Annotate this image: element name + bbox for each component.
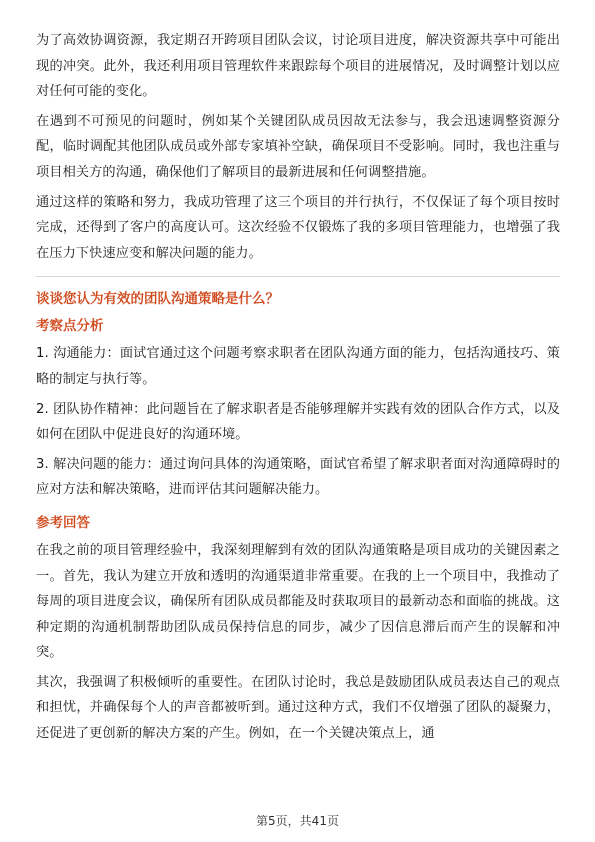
section-divider xyxy=(36,276,560,277)
analysis-item: 1. 沟通能力：面试官通过这个问题考察求职者在团队沟通方面的能力，包括沟通技巧、策略的制定与执行等。 xyxy=(36,346,560,387)
question-heading: 谈谈您认为有效的团队沟通策略是什么？ xyxy=(36,291,279,308)
analysis-item: 2. 团队协作精神：此问题旨在了解求职者是否能够理解并实践有效的团队合作方式，以及如何在团队中促进良好的沟通环境。 xyxy=(36,401,560,443)
analysis-heading: 考察点分析 xyxy=(36,318,104,335)
page-body xyxy=(36,28,560,751)
answer-paragraph: 其次，我强调了积极倾听的重要性。在团队讨论时，我总是鼓励团队成员表达自己的观点和担忧，并确保每个人的声音都被听到。通过这种方式，我们不仅增强了团队的凝聚力，还促进了更创新的解决方案的产生。例如，在一个关键决策点上，通 xyxy=(36,674,560,742)
analysis-item: 3. 解决问题的能力：通过询问具体的沟通策略，面试官希望了解求职者面对沟通障碍时的应对方法和解决策略，进而评估其问题解决能力。 xyxy=(36,456,560,498)
answer-heading: 参考回答 xyxy=(36,514,90,531)
intro-paragraph: 为了高效协调资源，我定期召开跨项目团队会议，讨论项目进度，解决资源共享中可能出现的冲突。此外，我还利用项目管理软件来跟踪每个项目的进展情况，及时调整计划以应对任何可能的变化。 xyxy=(36,33,560,100)
answer-paragraph: 在我之前的项目管理经验中，我深刻理解到有效的团队沟通策略是项目成功的关键因素之一。首先，我认为建立开放和透明的沟通渠道非常重要。在我的上一个项目中，我推动了每周的项目进度会议，确保所有团队成员都能及时获取项目的最新动态和面临的挑战。这种定期的沟通机制帮助团队成员保持信息的同步，减少了因信息滞后而产生的误解和冲突。 xyxy=(36,542,560,661)
page-number: 第5页，共41页 xyxy=(256,814,339,828)
intro-paragraph: 在遇到不可预见的问题时，例如某个关键团队成员因故无法参与，我会迅速调整资源分配，临时调配其他团队成员或外部专家填补空缺，确保项目不受影响。同时，我也注重与项目相关方的沟通，确保他们了解项目的最新进展和任何调整措施。 xyxy=(36,113,560,180)
intro-paragraph: 通过这样的策略和努力，我成功管理了这三个项目的并行执行，不仅保证了每个项目按时完成，还得到了客户的高度认可。这次经验不仅锻炼了我的多项目管理能力，也增强了我在压力下快速应变和解决问题的能力。 xyxy=(36,194,560,261)
